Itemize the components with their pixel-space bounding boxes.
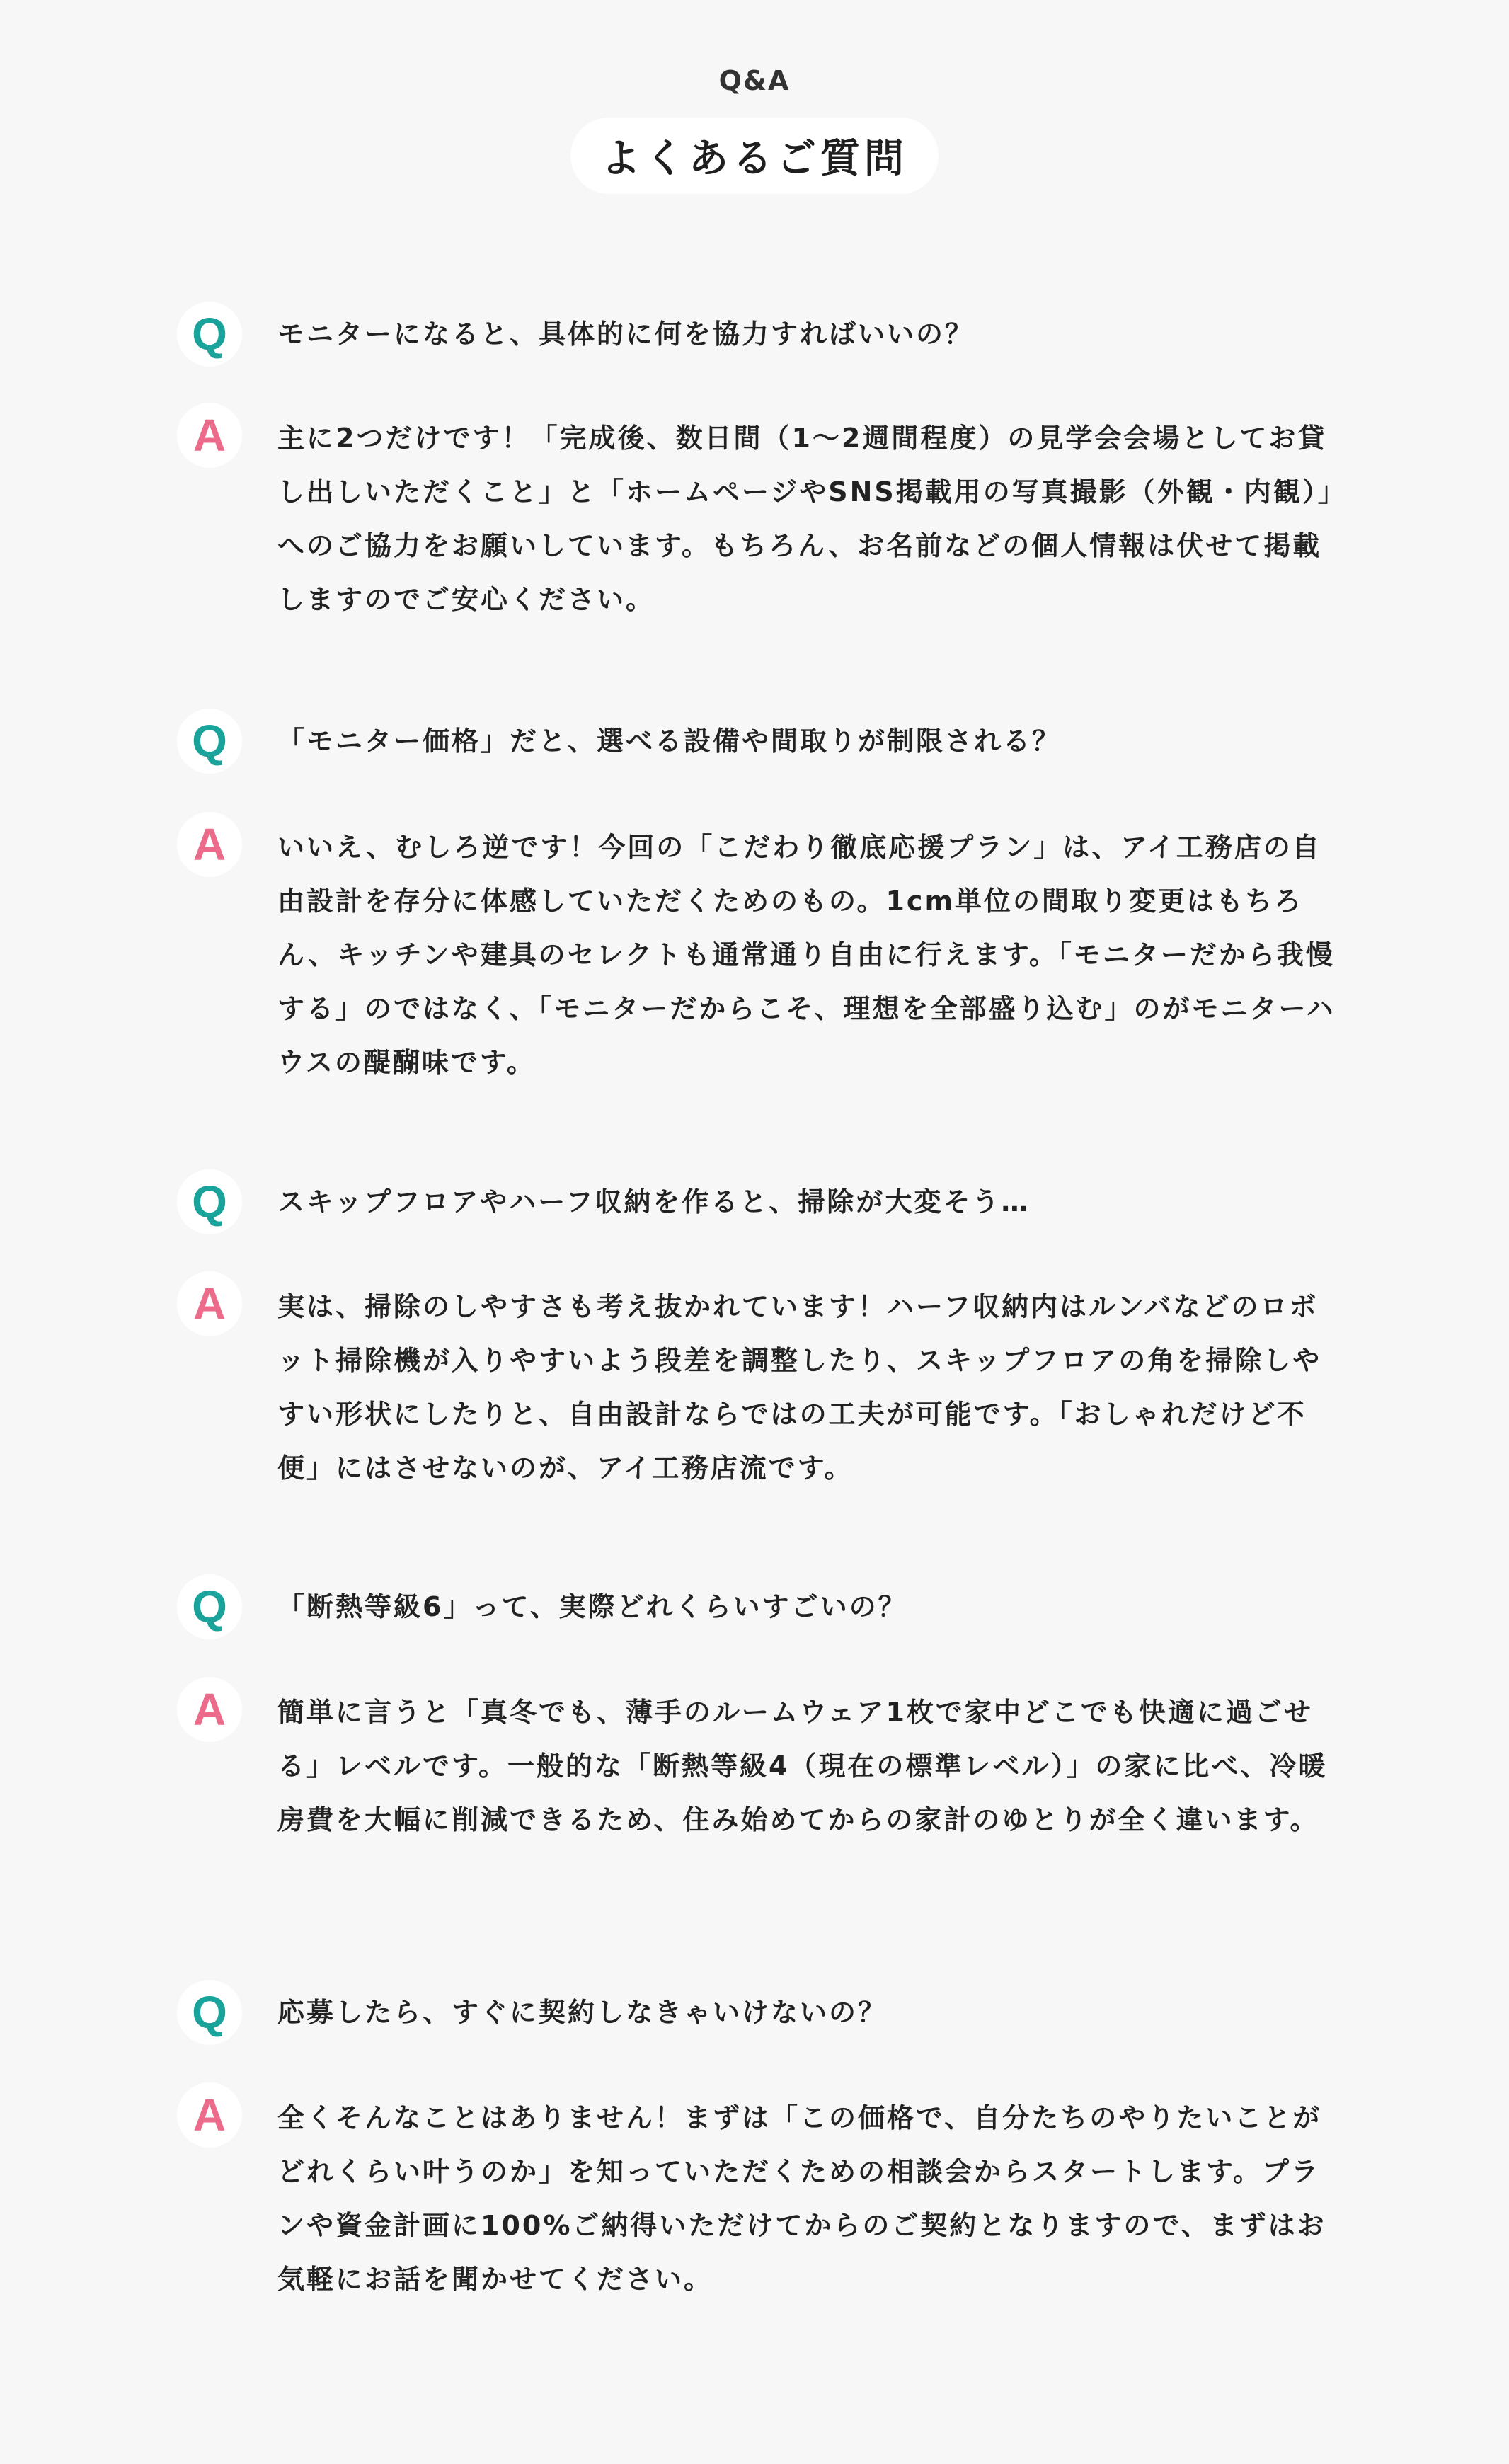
answer-badge: A (177, 1677, 242, 1742)
question-badge: Q (177, 1169, 242, 1234)
section-title: よくあるご質問 (570, 118, 939, 194)
faq-answer-text: 全くそんなことはありません！まずは「この価格で、自分たちのやりたいことがどれくらい叶うのか」を知っていただくための相談会からスタートします。プランや資金計画に100%ご納得いただけてからのご契約となりますので、まずはお気軽にお話を聞かせてください。 (277, 2102, 1326, 2295)
answer-badge: A (177, 2082, 242, 2148)
question-badge: Q (177, 1574, 242, 1639)
faq-question-text: 「断熱等級6」って、実際どれくらいすごいの？ (277, 1591, 907, 1622)
faq-question-text: スキップフロアやハーフ収納を作ると、掃除が大変そう… (277, 1186, 1031, 1217)
section-eyebrow: Q&A (718, 65, 791, 96)
question-badge: Q (177, 709, 242, 774)
faq-question-text: モニターになると、具体的に何を協力すればいいの？ (277, 319, 975, 350)
answer-badge: A (177, 812, 242, 877)
faq-answer-text: 主に2つだけです！「完成後、数日間（1〜2週間程度）の見学会会場としてお貸し出しいただくこと」と「ホームページやSNS掲載用の写真撮影（外観・内観）」へのご協力をお願いしています。もちろん、お名前などの個人情報は伏せて掲載しますのでご安心ください。 (277, 423, 1333, 615)
faq-question-text: 「モニター価格」だと、選べる設備や間取りが制限される？ (277, 726, 1062, 757)
answer-badge: A (177, 403, 242, 468)
faq-answer-text: 簡単に言うと「真冬でも、薄手のルームウェア1枚で家中どこでも快適に過ごせる」レベルです。一般的な「断熱等級4（現在の標準レベル）」の家に比べ、冷暖房費を大幅に削減できるため、住み始めてからの家計のゆとりが全く違います。 (277, 1697, 1328, 1835)
answer-badge: A (177, 1271, 242, 1336)
faq-answer-text: 実は、掃除のしやすさも考え抜かれています！ハーフ収納内はルンバなどのロボット掃除機が入りやすいよう段差を調整したり、スキップフロアの角を掃除しやすい形状にしたりと、自由設計ならではの工夫が可能です。「おしゃれだけど不便」にはさせないのが、アイ工務店流です。 (277, 1291, 1322, 1484)
question-badge: Q (177, 1980, 242, 2045)
faq-question-text: 応募したら、すぐに契約しなきゃいけないの？ (277, 1997, 888, 2028)
question-badge: Q (177, 302, 242, 367)
faq-answer-text: いいえ、むしろ逆です！今回の「こだわり徹底応援プラン」は、アイ工務店の自由設計を存分に体感していただくためのもの。1cm単位の間取り変更はもちろん、キッチンや建具のセレクトも通常通り自由に行えます。「モニターだから我慢する」のではなく、「モニターだからこそ、理想を全部盛り込む」のがモニターハウスの醍醐味です。 (277, 832, 1336, 1078)
